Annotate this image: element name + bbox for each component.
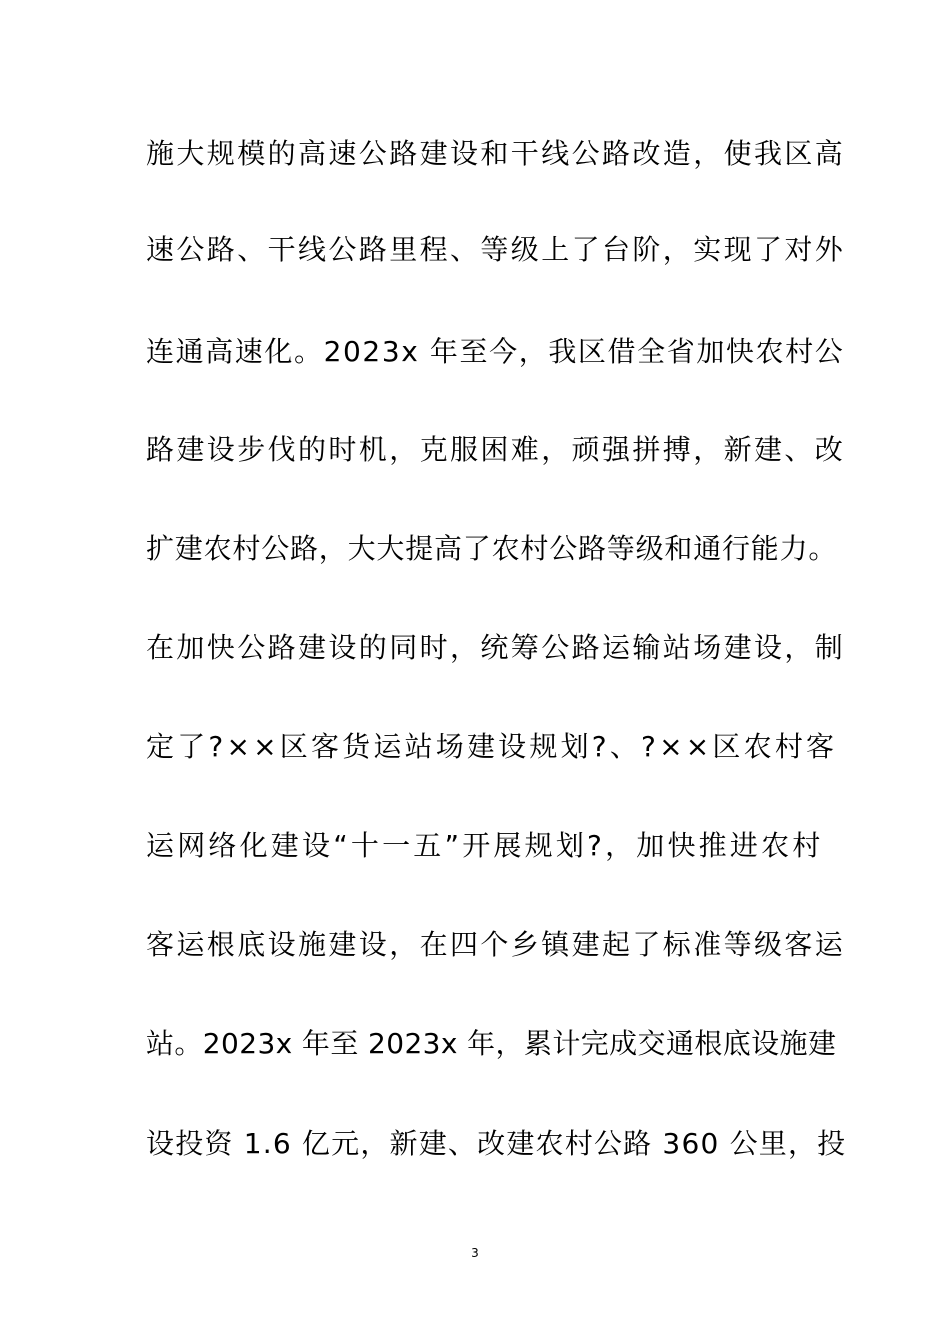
body-text-line: 连通高速化。2023x 年至今，我区借全省加快农村公 [146,335,845,368]
body-text-line: 定了?××区客货运站场建设规划?、?××区农村客 [146,730,838,763]
body-text-line: 设投资 1.6 亿元，新建、改建农村公路 360 公里，投 [146,1127,847,1160]
body-text-line: 施大规模的高速公路建设和干线公路改造，使我区高 [146,137,846,170]
body-text-line: 运网络化建设“十一五”开展规划?，加快推进农村 [146,829,824,862]
page-number: 3 [471,1246,479,1260]
body-text-line: 在加快公路建设的同时，统筹公路运输站场建设，制 [146,631,846,664]
body-text-line: 速公路、干线公路里程、等级上了台阶，实现了对外 [146,233,846,266]
body-text-line: 站。2023x 年至 2023x 年，累计完成交通根底设施建 [146,1027,837,1060]
body-text-line: 路建设步伐的时机，克服困难，顽强拼搏，新建、改 [146,433,846,466]
body-text-line: 扩建农村公路，大大提高了农村公路等级和通行能力。 [146,532,838,565]
body-text-line: 客运根底设施建设，在四个乡镇建起了标准等级客运 [146,928,846,961]
